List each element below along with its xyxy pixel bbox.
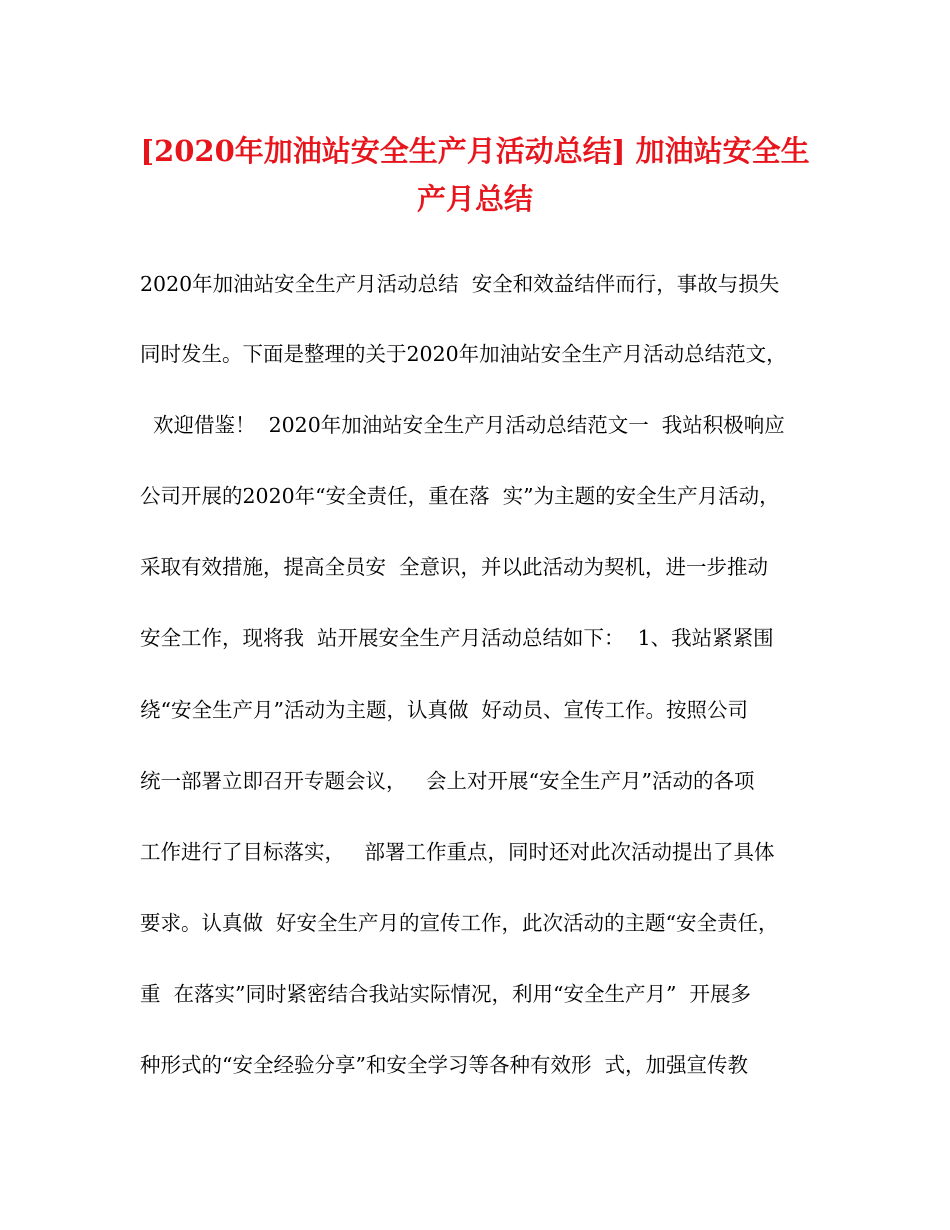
body-text-line: 绕“安全生产月”活动为主题，认真做 好动员、宣传工作。按照公司 — [140, 698, 748, 722]
body-text-line: 采取有效措施，提高全员安 全意识，并以此活动为契机，进一步推动 — [140, 555, 769, 579]
document-title-line-2: 产月总结 — [416, 182, 533, 216]
body-text-line: 同时发生。下面是整理的关于2020年加油站安全生产月活动总结范文， — [140, 342, 787, 366]
body-text-line: 统一部署立即召开专题会议， 会上对开展“安全生产月”活动的各项 — [140, 769, 755, 793]
body-text-line: 要求。认真做 好安全生产月的宣传工作，此次活动的主题“安全责任， — [140, 911, 779, 935]
body-text-line: 公司开展的2020年“安全责任，重在落 实”为主题的安全生产月活动， — [140, 484, 780, 508]
body-text-line: 工作进行了目标落实， 部署工作重点，同时还对此次活动提出了具体 — [140, 840, 775, 864]
body-text-line: 安全工作，现将我 站开展安全生产月活动总结如下： 1、我站紧紧围 — [140, 626, 774, 650]
body-text-line: 种形式的“安全经验分享”和安全学习等各种有效形 式，加强宣传教 — [140, 1053, 748, 1077]
body-text-line: 重 在落实”同时紧密结合我站实际情况，利用“安全生产月” 开展多 — [140, 982, 752, 1006]
document-title-line-1: [2020年加油站安全生产月活动总结] 加油站安全生 — [140, 134, 810, 168]
body-text-line: 欢迎借鉴！ 2020年加油站安全生产月活动总结范文一 我站积极响应 — [140, 413, 785, 437]
body-text-line: 2020年加油站安全生产月活动总结 安全和效益结伴而行，事故与损失 — [140, 272, 780, 296]
